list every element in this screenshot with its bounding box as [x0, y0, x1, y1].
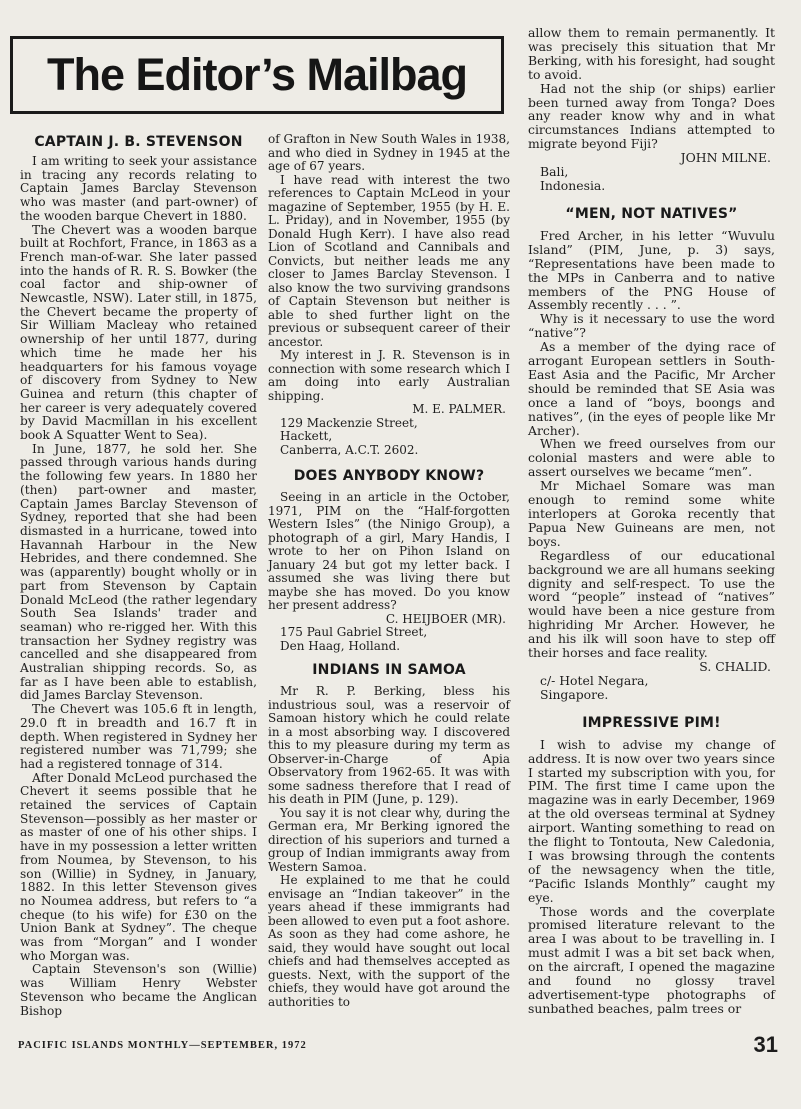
address-line: 175 Paul Gabriel Street, [280, 625, 428, 639]
letter-paragraph: Why is it necessary to use the word “native”? [528, 311, 775, 341]
masthead-box [10, 36, 504, 114]
page-title: The Editor’s Mailbag [46, 49, 468, 100]
letter-paragraph: My interest in J. R. Stevenson is in connection with some research which I am doing into early Australian shipping. [268, 348, 510, 403]
letter-paragraph: Mr R. P. Berking, bless his industrious soul, was a reservoir of Samoan history which he could relate in a most absorbing way. I discovered this to my pleasure during my term as Observer-in-Charge of Apia Observatory from 1962-65. It was with some sadness therefore that I read of his death in PIM (June, p. 129). [268, 684, 510, 806]
letter-paragraph: I am writing to seek your assistance in tracing any records relating to Captain James Barclay Stevenson who was master (and part-owner) of the wooden barque Chevert in 1880. [20, 154, 257, 223]
letter-paragraph: I have read with interest the two references to Captain McLeod in your magazine of September, 1955 (by H. E. L. Priday), and in November, 1955 (by Donald Hugh Kerr). I have also read Lion of Scotland and Cannibals and Convicts, but neither leads me any closer to James Barclay Stevenson. I also know the two surviving grandsons of Captain Stevenson but neither is able to shed further light on the previous or subsequent career of their ancestor. [268, 172, 510, 349]
letter-paragraph: When we freed ourselves from our colonial masters and were able to assert ourselves we became “men”. [528, 436, 775, 480]
signature: S. CHALID. [699, 658, 771, 674]
letter-paragraph: In June, 1877, he sold her. She passed through various hands during the following few years. In 1880 her (then) part-owner and master, Captain James Barclay Stevenson of Sydney, reported that she had been dismasted in a hurricane, towed into Havannah Harbour in the New Hebrides, and there condemned. She was (apparently) bought wholly or in part from Stevenson by Captain Donald McLeod (the rather legendary South Sea Islands' trader and seaman) who re-rigged her. With this transaction her Sydney registry was cancelled and she disappeared from Australian shipping records. So, as far as I have been able to establish, did James Barclay Stevenson. [20, 441, 257, 703]
page-number: 31 [753, 1032, 778, 1057]
letter-paragraph: Those words and the coverplate promised literature relevant to the area I was about to be travelling in. I must admit I was a bit set back when, on the aircraft, I opened the magazine and found no glossy travel advertisement-type photographs of sunbathed beaches, palm trees or [528, 903, 775, 1016]
address-line: 129 Mackenzie Street, [280, 415, 418, 430]
address-line: Hackett, [280, 429, 333, 443]
letter-paragraph: The Chevert was a wooden barque built at Rochfort, France, in 1863 as a French man-of-war. She later passed into the hands of R. R. S. Bowker (the coal factor and ship-owner of Newcastle, NSW). Later still, in 1875, the Chevert became the property of Sir William Macleay who retained ownership of her until 1877, during which time he made her his headquarters for his famous voyage of discovery from Sydney to New Guinea and return (this chapter of her career is very adequately covered by David Macmillan in his excellent book A Squatter Went to Sea). [20, 222, 257, 443]
letter-paragraph: Mr Michael Somare was man enough to remind some white interlopers at Goroka recently that Papua New Guineans are men, not boys. [528, 478, 775, 549]
letter-paragraph: Seeing in an article in the October, 1971, PIM on the “Half-forgotten Western Isles” (the Ninigo Group), a photograph of a girl, Mary Handis, I wrote to her on Pihon Island on January 24 but got my letter back. I assumed she was living there but maybe she has moved. Do you know her present address? [268, 490, 510, 612]
page-footer [18, 1032, 778, 1058]
heading-does-anybody-know: DOES ANYBODY KNOW? [293, 468, 485, 484]
signature: JOHN MILNE. [680, 150, 771, 166]
letter-paragraph: As a member of the dying race of arrogant European settlers in South-East Asia and the Pacific, Mr Archer should be reminded that SE Asia was once a land of “boys, boongs and natives”, (in the eyes of people like Mr Archer). [528, 339, 775, 438]
footer-publication: PACIFIC ISLANDS MONTHLY—SEPTEMBER, 1972 [18, 1040, 307, 1051]
address-line: Indonesia. [540, 177, 606, 193]
letter-paragraph: After Donald McLeod purchased the Chevert it seems possible that he retained the services of Captain Stevenson—possibly as her master or as master of one of his other ships. I have in my possession a letter written from Noumea, by Stevenson, to his son (Willie) in Sydney, in January, 1882. In this letter Stevenson gives no Noumea address, but refers to “a cheque (to his wife) for £30 on the Union Bank at Sydney”. The cheque was from “Morgan” and I wonder who Morgan was. [20, 770, 257, 963]
address-line: c/- Hotel Negara, [540, 672, 649, 688]
signature: M. E. PALMER. [412, 402, 506, 416]
address-line: Bali, [540, 164, 569, 180]
letter-paragraph: You say it is not clear why, during the German era, Mr Berking ignored the direction of his superiors and turned a group of Indian immigrants away from Western Samoa. [268, 805, 510, 874]
column-3 [528, 26, 775, 1016]
address-line: Canberra, A.C.T. 2602. [280, 442, 419, 457]
letter-paragraph: He explained to me that he could envisage an “Indian takeover” in the years ahead if these immigrants had been allowed to even put a foot ashore. As soon as they had come ashore, he said, they would have sought out local chiefs and had themselves accepted as guests. Next, with the support of the chiefs, they would have got around the authorities to [268, 873, 510, 1009]
letter-paragraph: Regardless of our educational background we are all humans seeking dignity and self-respect. To use the word “people” instead of “natives” would have been a nice gesture from highriding Mr Archer. However, he and his ilk will soon have to step off their horses and face reality. [528, 547, 775, 661]
letter-paragraph: The Chevert was 105.6 ft in length, 29.0 ft in breadth and 16.7 ft in depth. When registered in Sydney her registered number was 71,799; she had a registered tonnage of 314. [20, 702, 257, 771]
letter-paragraph: Fred Archer, in his letter “Wuvulu Island” (PIM, June, p. 3) says, “Representations have been made to the MPs in Canberra and to native members of the PNG House of Assembly recently . . . ”. [528, 227, 775, 313]
heading-impressive-pim: IMPRESSIVE PIM! [582, 714, 721, 731]
heading-indians-in-samoa: INDIANS IN SAMOA [312, 662, 466, 678]
signature: C. HEIJBOER (MR). [385, 611, 506, 626]
letter-paragraph: I wish to advise my change of address. It is now over two years since I started my subscription with you, for PIM. The first time I came upon the magazine was in early December, 1969 at the old overseas terminal at Sydney airport. Wanting something to read on the flight to Tontouta, New Caledonia, I was browsing through the contents of the newsagency when the title, “Pacific Islands Monthly” caught my eye. [528, 736, 775, 905]
column-1 [20, 133, 257, 1018]
address-line: Den Haag, Holland. [280, 638, 401, 653]
column-2 [268, 133, 510, 1009]
heading-men-not-natives: “MEN, NOT NATIVES” [565, 205, 738, 222]
letter-paragraph: Had not the ship (or ships) earlier been turned away from Tonga? Does any reader know why and in what circumstances Indians attempted to migrate beyond Fiji? [528, 80, 775, 152]
address-line: Singapore. [540, 686, 609, 702]
letter-paragraph: of Grafton in New South Wales in 1938, and who died in Sydney in 1945 at the age of 67 years. [268, 132, 510, 173]
heading-captain-stevenson: CAPTAIN J. B. STEVENSON [34, 134, 243, 150]
letter-paragraph: Captain Stevenson's son (Willie) was William Henry Webster Stevenson who became the Anglican Bishop [20, 962, 257, 1018]
letter-paragraph: allow them to remain permanently. It was precisely this situation that Mr Berking, with his foresight, had sought to avoid. [528, 25, 775, 82]
